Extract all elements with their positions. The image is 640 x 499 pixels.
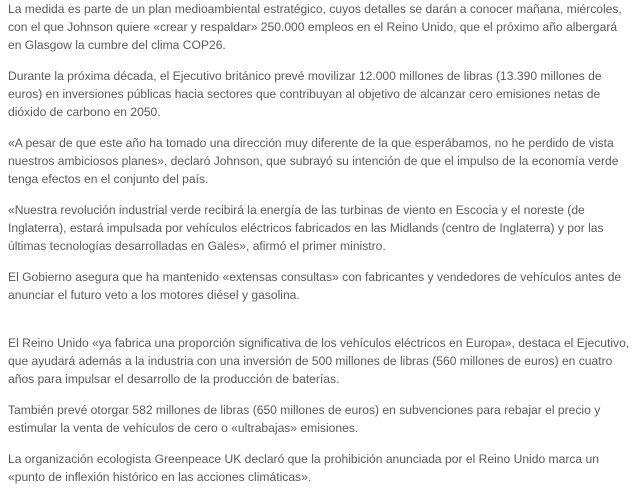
article-paragraph-5: El Gobierno asegura que ha mantenido «extensas consultas» con fabricantes y vendedores de vehículos antes de anunciar el futuro veto a los motores diésel y gasolina.	[8, 270, 622, 302]
article-paragraph-2: Durante la próxima década, el Ejecutivo británico prevé movilizar 12.000 millones de libras (13.390 millones de euros) en inversiones públicas hacia sectores que contribuyan al objetivo de alcanzar cero emisiones netas de dióxido de carbono en 2050.	[8, 69, 602, 119]
article-paragraph-1: La medida es parte de un plan medioambiental estratégico, cuyos detalles se darán a conocer mañana, miércoles, con el que Johnson quiere «crear y respaldar» 250.000 empleos en el Reino Unido, que el próximo año albergará en Glasgow la cumbre del clima COP26.	[8, 2, 622, 52]
article-paragraph-6: El Reino Unido «ya fabrica una proporción significativa de los vehículos eléctricos en Europa», destaca el Ejecutivo, que ayudará además a la industria con una inversión de 500 millones de libras (560 millones de euros) en cuatro años para impulsar el desarrollo de la producción de baterías.	[8, 336, 630, 386]
article-paragraph-8: La organización ecologista Greenpeace UK declaró que la prohibición anunciada por el Reino Unido marca un «punto de inflexión histórico en las acciones climáticas».	[8, 452, 599, 484]
article-paragraph-7: También prevé otorgar 582 millones de libras (650 millones de euros) en subvenciones para rebajar el precio y estimular la venta de vehículos de cero o «ultrabajas» emisiones.	[8, 403, 601, 435]
article-body	[8, 0, 632, 499]
article-paragraph-4: «Nuestra revolución industrial verde recibirá la energía de las turbinas de viento en Escocia y el noreste (de Inglaterra), estará impulsada por vehículos eléctricos fabricados en las Midlands (centro de Inglaterra) y por las últimas tecnologías desarrolladas en Gales», afirmó el primer ministro.	[8, 203, 604, 253]
article-paragraph-3: «A pesar de que este año ha tomado una dirección muy diferente de la que esperábamos, no he perdido de vista nuestros ambiciosos planes», declaró Johnson, que subrayó su intención de que el impulso de la economía verde tenga efectos en el conjunto del país.	[8, 136, 619, 186]
